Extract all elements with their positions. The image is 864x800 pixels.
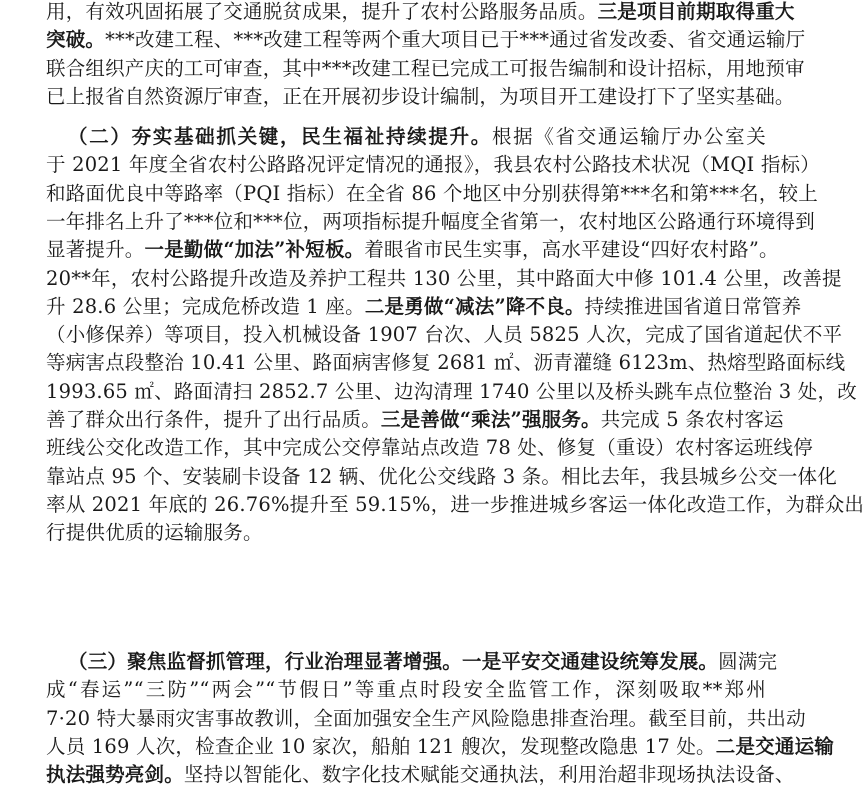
bold-text-segment: 二是交通运输 — [715, 734, 834, 758]
text-line — [46, 378, 857, 406]
text-line — [46, 83, 795, 111]
text-segment: 率从 2021 年底的 26.76%提升至 59.15%，进一步推进城乡客运一体化改造工作，为群众出 — [46, 492, 864, 516]
text-line — [68, 648, 778, 676]
text-segment: 坚持以智能化、数字化技术赋能交通执法，利用治超非现场执法设备、 — [183, 763, 795, 787]
bold-text-segment: 三是善做“乘法”强服务。 — [380, 408, 601, 431]
text-segment: 20**年，农村公路提升改造及养护工程共 130 公里，其中路面大中修 101.4 公里，改善提 — [46, 266, 842, 290]
text-segment: 用，有效巩固拓展了交通脱贫成果，提升了农村公路服务品质。 — [46, 0, 598, 23]
bold-text-segment: （三）聚焦监督抓管理，行业治理显著增强。 — [68, 650, 463, 673]
bold-text-segment: 二是勇做“减法”降不良。 — [364, 294, 585, 318]
text-line — [46, 0, 795, 26]
text-segment: 成“春运”“三防”“两会”“节假日”等重点时段安全监管工作，深刻吸取**郑州 — [46, 678, 766, 702]
text-segment: 根据《省交通运输厅办公室关 — [491, 125, 766, 148]
text-line — [46, 519, 766, 547]
text-segment: 善了群众出行条件，提升了出行品质。 — [46, 408, 381, 431]
text-segment: 已上报省自然资源厅审查，正在开展初步设计编制，为项目开工建设打下了坚实基础。 — [46, 84, 795, 108]
text-line — [46, 208, 815, 236]
text-segment: 1993.65 ㎡、路面清扫 2852.7 公里、边沟清理 1740 公里以及桥头跳车点位整治 3 处，改 — [46, 379, 857, 403]
text-line — [46, 321, 843, 349]
text-line — [46, 151, 820, 179]
text-line — [46, 463, 837, 491]
text-segment: 显著提升。 — [46, 238, 145, 262]
text-segment: 升 28.6 公里；完成危桥改造 1 座。 — [46, 294, 365, 318]
text-segment: 着眼省市民生实事，高水平建设“四好农村路”。 — [364, 238, 779, 262]
text-line — [46, 761, 795, 789]
text-segment: 行提供优质的运输服务。 — [46, 521, 263, 545]
text-segment: 一年排名上升了***位和***位，两项指标提升幅度全省第一，农村地区公路通行环境得到 — [46, 209, 815, 233]
bold-text-segment: （二）夯实基础抓关键，民生福祉持续提升。 — [68, 125, 492, 148]
text-segment: 和路面优良中等路率（PQI 指标）在全省 86 个地区中分别获得第***名和第***名，较上 — [46, 181, 818, 205]
text-line — [46, 55, 805, 83]
text-segment: 圆满完 — [718, 650, 778, 673]
text-line — [46, 491, 864, 519]
text-segment: ***改建工程、***改建工程等两个重大项目已于***通过省发改委、省交通运输厅 — [105, 28, 806, 52]
bold-text-segment: 一是勤做“加法”补短板。 — [144, 238, 365, 262]
text-segment: 共完成 5 条农村客运 — [600, 408, 784, 431]
text-line — [46, 676, 766, 704]
text-line — [68, 123, 766, 151]
bold-text-segment: 一是平安交通建设统筹发展。 — [462, 650, 719, 673]
text-line — [46, 26, 806, 54]
text-line — [46, 705, 806, 733]
text-segment: 班线公交化改造工作，其中完成公交停靠站点改造 78 处、修复（重设）农村客运班线停 — [46, 436, 813, 460]
text-line — [46, 293, 802, 321]
text-line — [46, 434, 813, 462]
text-segment: 7·20 特大暴雨灾害事故教训，全面加强安全生产风险隐患排查治理。截至目前，共出动 — [46, 706, 806, 730]
text-line — [46, 180, 818, 208]
text-segment: 于 2021 年度全省农村公路路况评定情况的通报》，我县农村公路技术状况（MQI 指标） — [46, 153, 820, 177]
text-segment: 靠站点 95 个、安装刷卡设备 12 辆、优化公交线路 3 条。相比去年，我县城乡公交一体化 — [46, 464, 837, 488]
text-line — [46, 236, 779, 264]
text-segment: 等病害点段整治 10.41 公里、路面病害修复 2681 ㎡、沥青灌缝 6123m、热熔型路面标线 — [46, 351, 846, 375]
text-line — [46, 406, 784, 434]
text-segment: 人员 169 人次，检查企业 10 家次，船舶 121 艘次，发现整改隐患 17 处。 — [46, 734, 716, 758]
bold-text-segment: 三是项目前期取得重大 — [597, 0, 795, 23]
text-line — [46, 733, 834, 761]
text-segment: （小修保养）等项目，投入机械设备 1907 台次、人员 5825 人次，完成了国省道起伏不平 — [46, 323, 843, 347]
text-line — [46, 349, 846, 377]
text-segment: 联合组织产庆的工可审查，其中***改建工程已完成工可报告编制和设计招标，用地预审 — [46, 56, 805, 80]
bold-text-segment: 突破。 — [46, 28, 106, 52]
text-segment: 持续推进国省道日常管养 — [584, 294, 802, 318]
text-line — [46, 265, 842, 293]
bold-text-segment: 执法强势亮剑。 — [46, 763, 184, 787]
